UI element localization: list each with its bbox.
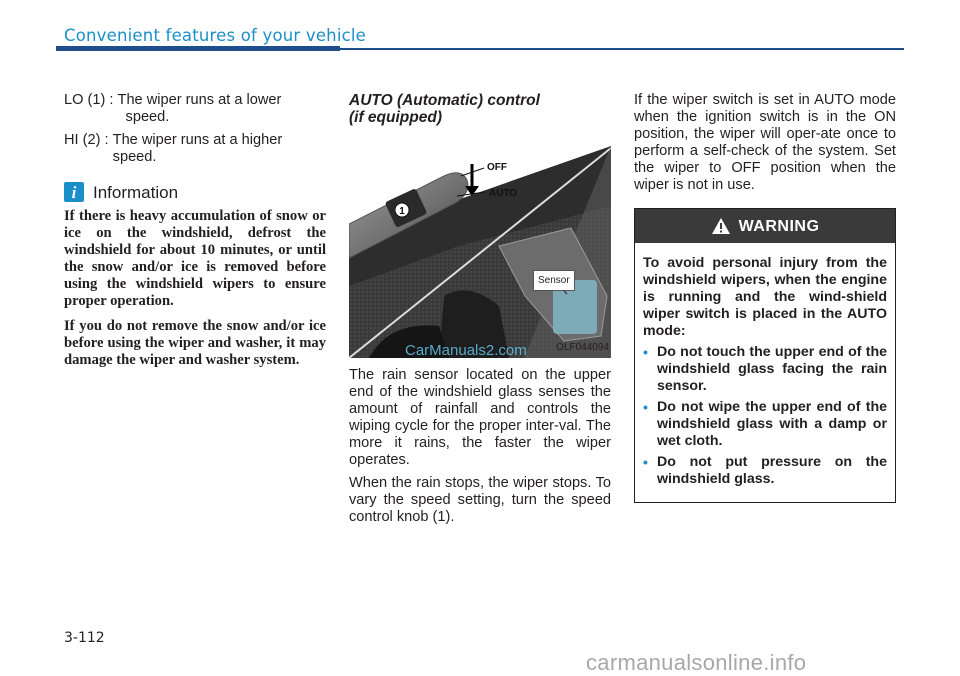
off-label: OFF bbox=[487, 162, 507, 173]
self-check-paragraph: If the wiper switch is set in AUTO mode when the ignition switch is in the ON position, the wiper will oper-ate once to perform a self-check of the system. Set the wiper to OFF position when the wiper is not in use. bbox=[634, 92, 896, 193]
figure-code: OLF044094 bbox=[556, 342, 609, 353]
section-header-title: Convenient features of your vehicle bbox=[64, 26, 367, 45]
column-right bbox=[634, 92, 896, 503]
warning-item bbox=[643, 344, 887, 395]
information-heading bbox=[64, 182, 326, 202]
warning-item-text: Do not put pressure on the windshield glass. bbox=[657, 454, 887, 487]
definition-desc bbox=[113, 132, 326, 166]
sensor-label: Sensor bbox=[533, 270, 575, 291]
definition-line: The wiper runs at a higher bbox=[112, 132, 283, 148]
bullet-icon: • bbox=[643, 399, 648, 415]
definition-desc bbox=[118, 92, 326, 126]
warning-intro: To avoid personal injury from the windshield wipers, when the engine is running and the wind-shield wiper switch is placed in the AUTO mode: bbox=[643, 255, 887, 339]
info-icon: i bbox=[64, 182, 84, 202]
warning-item-text: Do not wipe the upper end of the windshield glass with a damp or wet cloth. bbox=[657, 399, 887, 449]
definition-term: HI (2) : bbox=[64, 132, 113, 148]
warning-list bbox=[643, 344, 887, 488]
bullet-icon: • bbox=[643, 344, 648, 360]
warning-item bbox=[643, 454, 887, 488]
definition-lo bbox=[64, 92, 326, 126]
auto-label: AUTO bbox=[489, 188, 518, 199]
warning-item-text: Do not touch the upper end of the windshield glass facing the rain sensor. bbox=[657, 344, 887, 394]
definition-line: speed. bbox=[112, 149, 157, 165]
watermark-top: CarManuals2.com bbox=[405, 342, 527, 359]
page-number: 3-112 bbox=[64, 630, 105, 646]
header-rule-thin bbox=[340, 48, 904, 50]
column-left bbox=[64, 92, 326, 377]
wiper-sensor-figure bbox=[349, 146, 611, 358]
header-rule-thick bbox=[56, 46, 340, 51]
warning-triangle-icon bbox=[711, 217, 731, 235]
warning-item bbox=[643, 399, 887, 450]
definition-term: LO (1) : bbox=[64, 92, 118, 108]
watermark-bottom: carmanualsonline.info bbox=[586, 650, 807, 675]
information-title: Information bbox=[93, 182, 179, 202]
column-middle bbox=[349, 92, 611, 532]
warning-header bbox=[635, 209, 895, 243]
warning-heading: WARNING bbox=[738, 217, 820, 235]
section-title-line: (if equipped) bbox=[349, 109, 442, 126]
definition-line: The wiper runs at a lower bbox=[117, 92, 282, 108]
bullet-icon: • bbox=[643, 454, 648, 470]
warning-body bbox=[635, 243, 895, 502]
information-paragraph-1: If there is heavy accumulation of snow or ice on the windshield, defrost the windshield for about 10 minutes, or until the snow and/or ice is removed before using the windshield wipers to ensure proper operation. bbox=[64, 208, 326, 309]
knob-number: 1 bbox=[399, 206, 405, 217]
section-title bbox=[349, 92, 611, 126]
definition-hi bbox=[64, 132, 326, 166]
definition-line: speed. bbox=[125, 109, 170, 125]
warning-box bbox=[634, 208, 896, 503]
wiper-stop-paragraph: When the rain stops, the wiper stops. To vary the speed setting, turn the speed control knob (1). bbox=[349, 475, 611, 525]
section-title-line: AUTO (Automatic) control bbox=[349, 92, 540, 109]
information-paragraph-2: If you do not remove the snow and/or ice before using the wiper and washer, it may damage the wiper and washer system. bbox=[64, 318, 326, 368]
wiper-lever-illustration bbox=[349, 146, 611, 358]
rain-sensor-paragraph: The rain sensor located on the upper end of the windshield glass senses the amount of rainfall and controls the wiping cycle for the proper inter-val. The more it rains, the faster the wiper operates. bbox=[349, 367, 611, 468]
